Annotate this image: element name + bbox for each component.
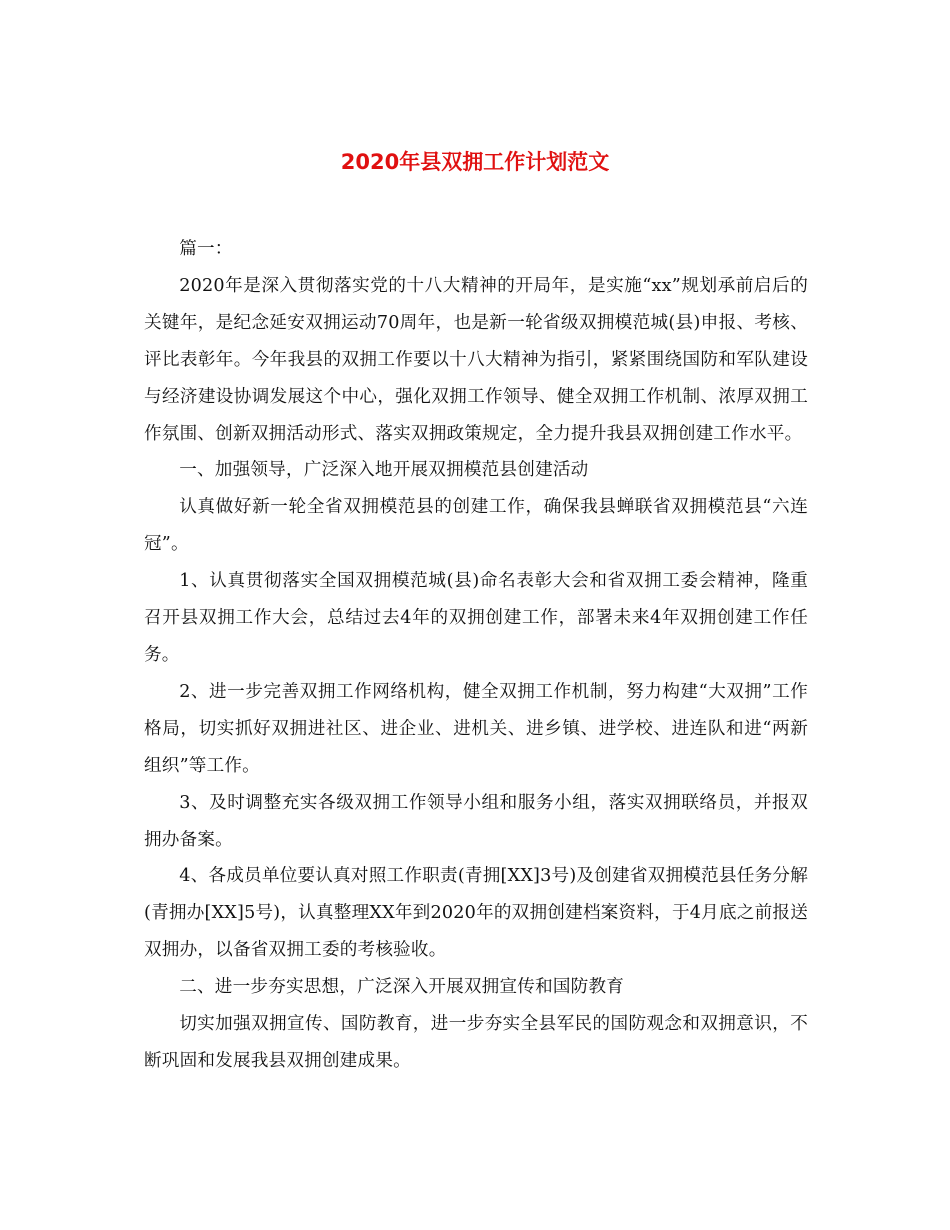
list-item-3: 3、及时调整充实各级双拥工作领导小组和服务小组，落实双拥联络员，并报双拥办备案。 (144, 792, 808, 850)
list-item-1: 1、认真贯彻落实全国双拥模范城(县)命名表彰大会和省双拥工委会精神，隆重召开县双拥工作大会，总结过去4年的双拥创建工作，部署未来4年双拥创建工作任务。 (144, 571, 808, 665)
body-paragraph: 切实加强双拥宣传、国防教育，进一步夯实全县军民的国防观念和双拥意识，不断巩固和发展我县双拥创建成果。 (144, 1014, 808, 1071)
list-item-4: 4、各成员单位要认真对照工作职责(青拥[XX]3号)及创建省双拥模范县任务分解(青拥办[XX]5号)，认真整理XX年到2020年的双拥创建档案资料，于4月底之前报送双拥办，以备省双拥工委的考核验收。 (144, 866, 808, 961)
section-heading-part-one: 篇一： (179, 239, 233, 259)
intro-paragraph: 2020年是深入贯彻落实党的十八大精神的开局年，是实施“xx”规划承前启后的关键年，是纪念延安双拥运动70周年，也是新一轮省级双拥模范城(县)申报、考核、评比表彰年。今年我县的双拥工作要以十八大精神为指引，紧紧围绕国防和军队建设与经济建设协调发展这个中心，强化双拥工作领导、健全双拥工作机制、浓厚双拥工作氛围、创新双拥活动形式、落实双拥政策规定，全力提升我县双拥创建工作水平。 (144, 275, 808, 444)
document-title: 2020年县双拥工作计划范文 (340, 150, 610, 174)
section-heading-one: 一、加强领导，广泛深入地开展双拥模范县创建活动 (179, 460, 589, 481)
document-body (144, 231, 808, 1080)
list-item-2: 2、进一步完善双拥工作网络机构，健全双拥工作机制，努力构建“大双拥”工作格局，切实抓好双拥进社区、进企业、进机关、进乡镇、进学校、进连队和进“两新组织”等工作。 (144, 681, 808, 776)
section-heading-two: 二、进一步夯实思想，广泛深入开展双拥宣传和国防教育 (179, 977, 625, 998)
body-paragraph: 认真做好新一轮全省双拥模范县的创建工作，确保我县蝉联省双拥模范县“六连冠”。 (144, 497, 808, 555)
